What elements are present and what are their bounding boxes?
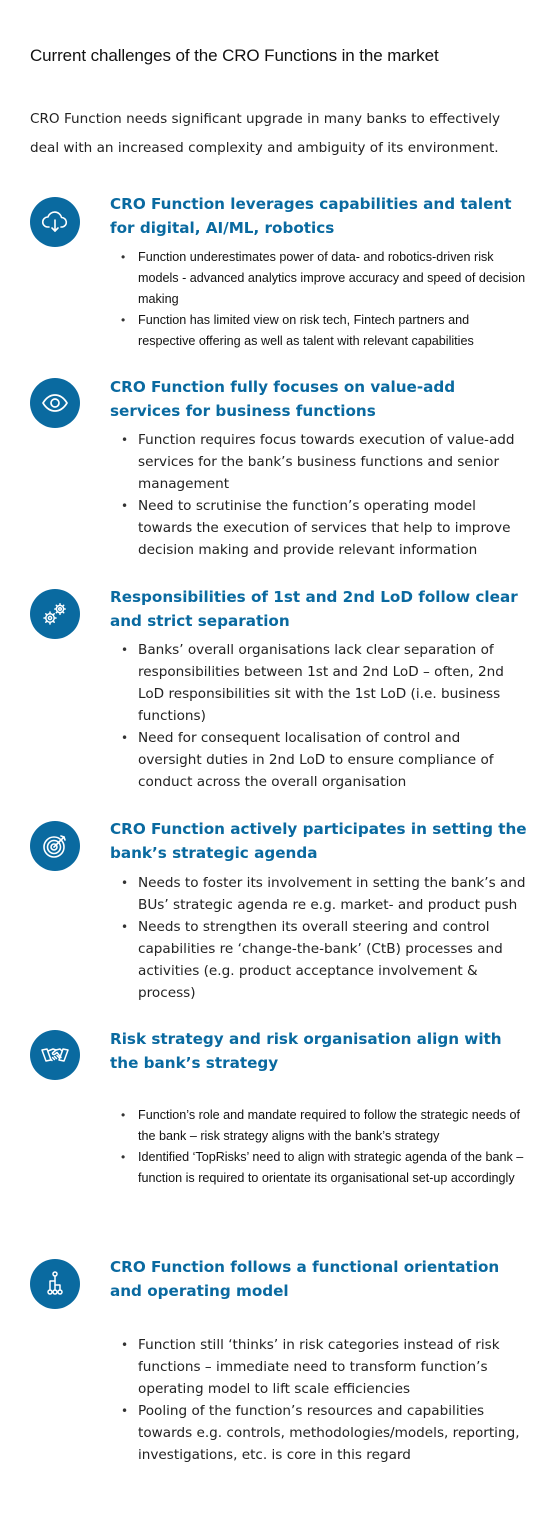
- section-heading: CRO Function leverages capabilities and talent for digital, AI/ML, robotics: [110, 195, 512, 237]
- list-item: • Pooling of the function’s resources and capabilities towards e.g. controls, methodologies/models, reporting, investigations, etc. is core in this regard: [110, 1400, 528, 1466]
- list-item: • Function still ‘thinks’ in risk categories instead of risk functions – immediate need to transform function’s operating model to lift scale efficiencies: [110, 1334, 528, 1400]
- list-item: • Function has limited view on risk tech, Fintech partners and respective offering as well as talent with relevant capabilities: [110, 310, 528, 352]
- bullet-list: [110, 247, 528, 352]
- list-item: • Identified ‘TopRisks’ need to align with strategic agenda of the bank – function is required to orientate its organisational set-up accordingly: [110, 1147, 528, 1189]
- list-item: • Need to scrutinise the function’s operating model towards the execution of services that help to improve decision making and provide relevant information: [110, 495, 528, 561]
- section-heading: Responsibilities of 1st and 2nd LoD follow clear and strict separation: [110, 588, 518, 630]
- cloud-download-icon: [30, 197, 80, 247]
- intro-text: CRO Function needs significant upgrade in many banks to effectively deal with an increased complexity and ambiguity of its environment.: [30, 111, 501, 156]
- org-chart-icon: [30, 1259, 80, 1309]
- section-heading: CRO Function actively participates in setting the bank’s strategic agenda: [110, 820, 527, 862]
- eye-icon: [30, 378, 80, 428]
- bullet-list: [110, 639, 528, 793]
- bullet-list: [110, 429, 528, 561]
- list-item: • Function’s role and mandate required to follow the strategic needs of the bank – risk strategy aligns with the bank’s strategy: [110, 1105, 528, 1147]
- list-item: • Needs to foster its involvement in setting the bank’s and BUs’ strategic agenda re e.g. market- and product push: [110, 872, 528, 916]
- section-heading: CRO Function fully focuses on value-add services for business functions: [110, 378, 456, 420]
- bullet-list: [110, 1334, 528, 1466]
- list-item: • Need for consequent localisation of control and oversight duties in 2nd LoD to ensure compliance of conduct across the overall organisation: [110, 727, 528, 793]
- gears-icon: [30, 589, 80, 639]
- list-item: • Needs to strengthen its overall steering and control capabilities re ‘change-the-bank’ (CtB) processes and activities (e.g. product acceptance involvement & process): [110, 916, 528, 1004]
- section-heading: CRO Function follows a functional orientation and operating model: [110, 1258, 500, 1300]
- section-heading: Risk strategy and risk organisation align with the bank’s strategy: [110, 1030, 502, 1072]
- target-icon: [30, 821, 80, 871]
- bullet-list: [110, 1105, 528, 1189]
- list-item: • Function requires focus towards execution of value-add services for the bank’s business functions and senior management: [110, 429, 528, 495]
- handshake-icon: [30, 1030, 80, 1080]
- bullet-list: [110, 872, 528, 1004]
- list-item: • Function underestimates power of data- and robotics-driven risk models - advanced analytics improve accuracy and speed of decision making: [110, 247, 528, 310]
- page-title: Current challenges of the CRO Functions in the market: [30, 46, 439, 65]
- list-item: • Banks’ overall organisations lack clear separation of responsibilities between 1st and 2nd LoD – often, 2nd LoD responsibilities sit with the 1st LoD (i.e. business functions): [110, 639, 528, 727]
